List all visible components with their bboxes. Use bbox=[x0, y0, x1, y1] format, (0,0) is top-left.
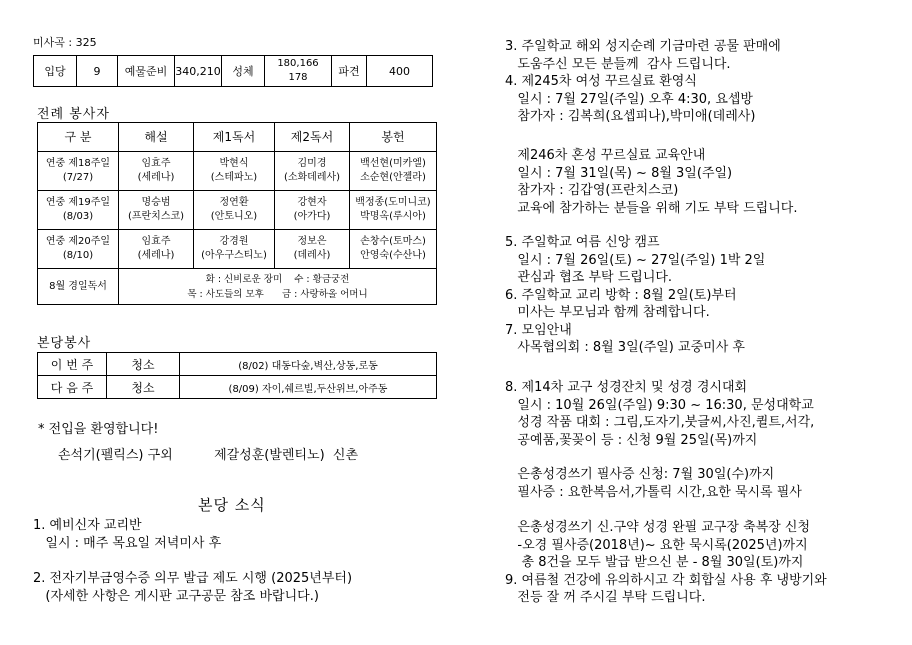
news-block: 3. 주일학교 해외 성지순례 기금마련 공물 판매에 도움주신 모든 분들께 감사 드립니다. 4. 제245차 여성 꾸르실료 환영식 일시 : 7월 27일(주일) 오후 4:30, 요셉방 참가자 : 김복희(요셉피나),박미애(데레사) bbox=[505, 39, 781, 124]
table-cell: 입당 bbox=[34, 56, 77, 87]
table-cell: 김미경 (소화데레사) bbox=[275, 152, 350, 191]
table-cell: 400 bbox=[367, 56, 433, 87]
cleaning-title: 본당봉사 bbox=[37, 336, 92, 351]
table-cell: 연중 제20주일 (8/10) bbox=[38, 230, 119, 269]
table-cell: 8월 경일독서 bbox=[38, 269, 119, 305]
column-header: 봉헌 bbox=[350, 123, 437, 152]
column-header: 제1독서 bbox=[194, 123, 275, 152]
cleaning-table bbox=[37, 352, 437, 399]
table-cell: 백정종(도미니코) 박명옥(루시아) bbox=[350, 191, 437, 230]
table-cell: 박현식 (스테파노) bbox=[194, 152, 275, 191]
table-cell: 다 음 주 bbox=[38, 376, 107, 399]
news-item: 1. 예비신자 교리반 일시 : 매주 목요일 저녁미사 후 bbox=[33, 518, 222, 551]
table-cell: (8/09) 자이,쉐르빌,두산위브,아주동 bbox=[180, 376, 437, 399]
bible-line: 화 : 신비로운 장미 수 : 황금궁전 bbox=[205, 273, 350, 285]
table-cell: 예물준비 bbox=[118, 56, 175, 87]
table-cell: 강현자 (아가다) bbox=[275, 191, 350, 230]
table-cell: 임효주 (세레나) bbox=[119, 230, 194, 269]
liturgy-title: 전례 봉사자 bbox=[37, 107, 110, 122]
news-block: 은총성경쓰기 신.구약 성경 완필 교구장 축복장 신청 -오경 필사증(2018년)~ 요한 묵시록(2025년)까지 총 8건을 모두 발급 받으신 분 - 8월 30일(토)까지 9. 여름철 건강에 유의하시고 각 회합실 사용 후 냉방기와 전등 잘 꺼 주시길 부탁 드립니다. bbox=[505, 520, 827, 605]
table-cell: 연중 제19주일 (8/03) bbox=[38, 191, 119, 230]
table-row bbox=[38, 191, 437, 230]
liturgy-table bbox=[37, 122, 437, 305]
news-block: 5. 주일학교 여름 신앙 캠프 일시 : 7월 26일(토) ~ 27일(주일) 1박 2일 관심과 협조 부탁 드립니다. 6. 주일학교 교리 방학 : 8월 2일(토)부터 미사는 부모님과 함께 참례합니다. 7. 모임안내 사목협의회 : 8월 3일(주일) 교중미사 후 bbox=[505, 235, 766, 355]
news-item: 2. 전자기부금영수증 의무 발급 제도 시행 (2025년부터) (자세한 사항은 게시판 교구공문 참조 바랍니다.) bbox=[33, 571, 353, 604]
news-block: 제246차 혼성 꾸르실료 교육안내 일시 : 7월 31일(목) ~ 8월 3일(주일) 참가자 : 김갑영(프란치스코) 교육에 참가하는 분들을 위해 기도 부탁 드립니다. bbox=[517, 148, 798, 216]
welcome-title: * 전입을 환영합니다! bbox=[38, 422, 159, 437]
table-row bbox=[38, 230, 437, 269]
table-row bbox=[38, 269, 437, 305]
table-cell: 340,210 bbox=[175, 56, 222, 87]
table-cell: 명승범 (프란치스코) bbox=[119, 191, 194, 230]
table-cell: 손창수(토마스) 안영숙(수산나) bbox=[350, 230, 437, 269]
table-cell: 강경원 (아우구스티노) bbox=[194, 230, 275, 269]
table-cell: 백선현(미카엘) 소순현(안젤라) bbox=[350, 152, 437, 191]
table-cell: 청소 bbox=[107, 353, 180, 376]
news-block: 은총성경쓰기 필사증 신청: 7월 30일(수)까지 필사증 : 요한복음서,가톨릭 시간,요한 묵시록 필사 bbox=[517, 467, 802, 500]
table-cell: 180,166 178 bbox=[265, 56, 332, 87]
offering-table bbox=[33, 55, 433, 87]
table-cell: 임효주 (세레나) bbox=[119, 152, 194, 191]
welcome-people: 손석기(펠릭스) 구외 제갈성훈(발렌티노) 신촌 bbox=[58, 448, 359, 463]
table-cell: 이 번 주 bbox=[38, 353, 107, 376]
bible-reading-cell bbox=[119, 269, 437, 305]
table-cell: (8/02) 대동다숲,벽산,상동,로동 bbox=[180, 353, 437, 376]
table-row bbox=[38, 376, 437, 399]
bible-line: 목 : 사도들의 모후 금 : 사랑하올 어머니 bbox=[187, 288, 368, 300]
table-cell: 청소 bbox=[107, 376, 180, 399]
table-cell: 정보은 (데레사) bbox=[275, 230, 350, 269]
table-header-row bbox=[38, 123, 437, 152]
news-title: 본당 소식 bbox=[198, 496, 266, 514]
table-row bbox=[38, 353, 437, 376]
table-cell: 성체 bbox=[222, 56, 265, 87]
table-cell: 파견 bbox=[332, 56, 367, 87]
mass-count: 미사곡 : 325 bbox=[33, 36, 97, 49]
column-header: 해설 bbox=[119, 123, 194, 152]
table-cell: 9 bbox=[77, 56, 118, 87]
table-row bbox=[34, 56, 433, 87]
column-header: 제2독서 bbox=[275, 123, 350, 152]
table-cell: 연중 제18주일 (7/27) bbox=[38, 152, 119, 191]
news-block: 8. 제14차 교구 성경잔치 및 성경 경시대회 일시 : 10월 26일(주일) 9:30 ~ 16:30, 문성대학교 성경 작품 대회 : 그림,도자기,붓글씨,사진,퀼트,서각, 공예품,꽃꽂이 등 : 신청 9월 25일(목)까지 bbox=[505, 380, 815, 448]
column-header: 구 분 bbox=[38, 123, 119, 152]
table-row bbox=[38, 152, 437, 191]
table-cell: 정연환 (안토니오) bbox=[194, 191, 275, 230]
